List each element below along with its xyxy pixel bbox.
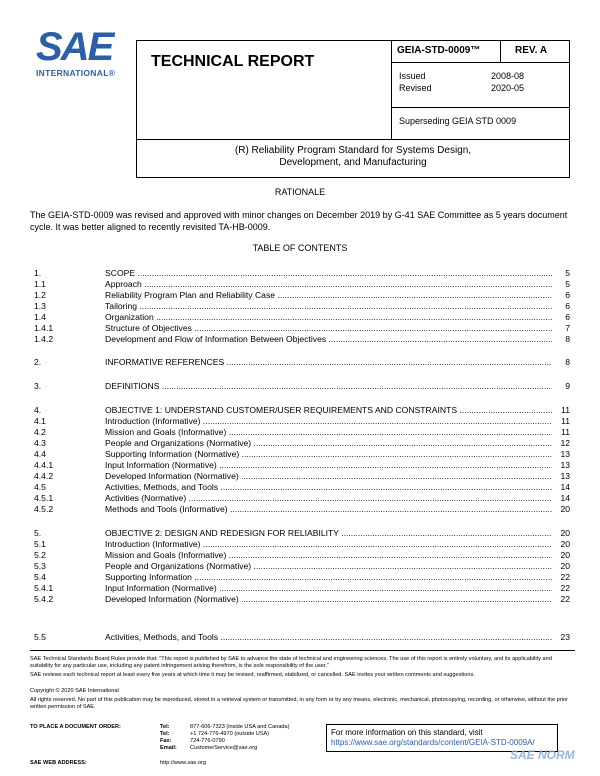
toc-page: 20 — [560, 550, 570, 560]
tel-label: Tel: — [160, 724, 170, 730]
toc-page: 20 — [560, 539, 570, 549]
web-link[interactable]: http://www.sae.org — [160, 760, 207, 766]
toc-entry[interactable] — [34, 427, 570, 438]
toc-number: 5.5 — [34, 632, 46, 642]
order-label: TO PLACE A DOCUMENT ORDER: — [30, 724, 121, 730]
toc-title: Supporting Information (Normative) ..... — [105, 449, 552, 460]
rationale-text: The GEIA-STD-0009 was revised and approved with minor changes on December 2019 by G-41 SAE Committee as 5 years document cycle. It was better aligned to recently revisited TA-HB-0009. — [30, 210, 568, 232]
toc-page: 5 — [565, 279, 570, 289]
toc-number: 4.1 — [34, 416, 46, 426]
toc-title: Methods and Tools (Informative) ..... — [105, 504, 552, 515]
toc-page: 23 — [560, 632, 570, 642]
toc-page: 12 — [560, 438, 570, 448]
issue-dates — [391, 63, 569, 108]
toc-title: Development and Flow of Information Between Objectives ..... — [105, 334, 552, 345]
rationale-heading: RATIONALE — [274, 187, 326, 197]
toc-entry[interactable] — [34, 572, 570, 583]
revision: REV. A — [501, 41, 569, 63]
footer-copyright: Copyright © 2020 SAE International — [30, 688, 119, 694]
toc-title: OBJECTIVE 2: DESIGN AND REDESIGN FOR RELIABILITY ..... — [105, 528, 552, 539]
toc-entry[interactable] — [34, 357, 570, 368]
header-table — [136, 40, 570, 140]
toc-number: 4.5.2 — [34, 504, 54, 514]
toc-entry[interactable] — [34, 334, 570, 345]
toc-number: 4.5.1 — [34, 493, 54, 503]
toc-number: 5.4.1 — [34, 583, 54, 593]
tel-value: 877-606-7323 (inside USA and Canada) — [190, 724, 290, 730]
toc-page: 5 — [565, 268, 570, 278]
toc-number: 4.5 — [34, 482, 46, 492]
toc-title: Activities, Methods, and Tools ..... — [105, 632, 552, 643]
toc-entry[interactable] — [34, 583, 570, 594]
toc-number: 5.2 — [34, 550, 46, 560]
report-type: TECHNICAL REPORT — [151, 53, 315, 70]
toc-page: 8 — [565, 334, 570, 344]
toc-number: 5.3 — [34, 561, 46, 571]
toc-entry[interactable] — [34, 632, 570, 643]
toc-page: 11 — [561, 427, 570, 437]
toc-title: SCOPE ..... — [105, 268, 552, 279]
toc-page: 7 — [565, 323, 570, 333]
toc-page: 13 — [560, 449, 570, 459]
toc-title: INFORMATIVE REFERENCES ..... — [105, 357, 552, 368]
toc-entry[interactable] — [34, 482, 570, 493]
toc-number: 5. — [34, 528, 42, 538]
order-contacts — [30, 724, 330, 760]
issued-label: Issued — [399, 71, 426, 81]
toc-page: 22 — [560, 594, 570, 604]
toc-title: Introduction (Informative) ..... — [105, 416, 552, 427]
toc-number: 4.2 — [34, 427, 46, 437]
document-title-line1: (R) Reliability Program Standard for Systems Design, — [234, 145, 472, 156]
revised-label: Revised — [399, 83, 432, 93]
toc-number: 1.4 — [34, 312, 46, 322]
toc-number: 1.4.2 — [34, 334, 54, 344]
toc-title: Mission and Goals (Informative) ..... — [105, 550, 552, 561]
toc-entry[interactable] — [34, 323, 570, 334]
toc-title: Activities, Methods, and Tools ..... — [105, 482, 552, 493]
toc-number: 2. — [34, 357, 42, 367]
toc-title: People and Organizations (Normative) ..... — [105, 438, 552, 449]
toc-title: Tailoring ..... — [105, 301, 552, 312]
toc-page: 14 — [560, 493, 570, 503]
toc-title: Reliability Program Plan and Reliability Case ..... — [105, 290, 552, 301]
document-title-line2: Development, and Manufacturing — [279, 157, 427, 168]
toc-number: 4.3 — [34, 438, 46, 448]
email-label: Email: — [160, 745, 177, 751]
fax-value: 724-776-0790 — [190, 738, 225, 744]
toc-title: Organization ..... — [105, 312, 552, 323]
footer-rights: All rights reserved. No part of this publication may be reproduced, stored in a retrieval system or transmitted, in any form or by any means, electronic, mechanical, photocopying, recording, or otherwise, without the prior written permission of SAE. — [30, 697, 568, 710]
toc-page: 13 — [560, 460, 570, 470]
toc-page: 8 — [565, 357, 570, 367]
tel2-label: Tel: — [160, 731, 170, 737]
toc-number: 5.4 — [34, 572, 46, 582]
toc-title: Activities (Normative) ..... — [105, 493, 552, 504]
toc-number: 1.2 — [34, 290, 46, 300]
toc-title: Approach ..... — [105, 279, 552, 290]
logo-subtext: INTERNATIONAL® — [36, 68, 116, 78]
toc-entry[interactable] — [34, 438, 570, 449]
toc-title: Structure of Objectives ..... — [105, 323, 552, 334]
toc-entry[interactable] — [34, 528, 570, 539]
toc-title: Input Information (Normative) ..... — [105, 460, 552, 471]
fax-label: Fax: — [160, 738, 172, 744]
toc-title: DEFINITIONS ..... — [105, 381, 552, 392]
watermark: SAE NORM — [510, 748, 575, 762]
toc-title: Developed Information (Normative) ..... — [105, 471, 552, 482]
email-value[interactable]: CustomerService@sae.org — [190, 745, 258, 751]
toc-title: Mission and Goals (Informative) ..... — [105, 427, 552, 438]
toc-entry[interactable] — [34, 504, 570, 515]
toc-entry[interactable] — [34, 550, 570, 561]
superseding: Superseding GEIA STD 0009 — [399, 116, 517, 126]
toc-entry[interactable] — [34, 493, 570, 504]
toc-entry[interactable] — [34, 268, 570, 279]
document-title — [136, 140, 570, 178]
toc-number: 4. — [34, 405, 42, 415]
toc-title: Supporting Information ..... — [105, 572, 552, 583]
toc-entry[interactable] — [34, 290, 570, 301]
toc-entry[interactable] — [34, 460, 570, 471]
toc-entry[interactable] — [34, 381, 570, 392]
toc-page: 6 — [565, 312, 570, 322]
toc-title: Introduction (Informative) ..... — [105, 539, 552, 550]
toc-number: 1.3 — [34, 301, 46, 311]
toc-page: 6 — [565, 290, 570, 300]
toc-entry[interactable] — [34, 594, 570, 605]
toc-number: 4.4 — [34, 449, 46, 459]
toc-number: 1.1 — [34, 279, 46, 289]
report-type-cell — [137, 41, 392, 139]
toc-entry[interactable] — [34, 561, 570, 572]
footer-review: SAE reviews each technical report at least every five years at which time it may be revised, reaffirmed, stabilized, or cancelled. SAE invites your written comments and suggestions. — [30, 672, 475, 678]
toc-title: Developed Information (Normative) ..... — [105, 594, 552, 605]
toc-number: 4.4.1 — [34, 460, 54, 470]
toc-number: 3. — [34, 381, 42, 391]
toc-page: 22 — [560, 583, 570, 593]
toc-page: 13 — [560, 471, 570, 481]
toc-entry[interactable] — [34, 301, 570, 312]
web-label: SAE WEB ADDRESS: — [30, 760, 87, 766]
toc-entry[interactable] — [34, 539, 570, 550]
toc-entry[interactable] — [34, 405, 570, 416]
toc-entry[interactable] — [34, 416, 570, 427]
sae-logo — [36, 25, 128, 88]
footer-divider — [30, 650, 575, 651]
toc-heading: TABLE OF CONTENTS — [252, 243, 348, 253]
revised-value: 2020-05 — [491, 83, 525, 93]
toc-page: 20 — [560, 561, 570, 571]
toc-page: 20 — [560, 528, 570, 538]
standard-number: GEIA-STD-0009™ — [391, 41, 501, 63]
footer-rules: SAE Technical Standards Board Rules provide that: "This report is published by SAE to advance the state of technical and engineering sciences. The use of this report is entirely voluntary, and its applicability and suitability for any particular use, including any patent infringement arising therefrom, is the sole responsibility of the user." — [30, 656, 552, 669]
toc-number: 5.4.2 — [34, 594, 54, 604]
toc-title: OBJECTIVE 1: UNDERSTAND CUSTOMER/USER REQUIREMENTS AND CONSTRAINTS ..... — [105, 405, 552, 416]
info-link[interactable]: https://www.sae.org/standards/content/GEIA-STD-0009A/ — [331, 738, 535, 747]
toc-page: 9 — [565, 381, 570, 391]
issued-value: 2008-08 — [491, 71, 525, 81]
toc-page: 11 — [561, 405, 570, 415]
toc-title: Input Information (Normative) ..... — [105, 583, 552, 594]
toc-page: 22 — [560, 572, 570, 582]
toc-page: 11 — [561, 416, 570, 426]
toc-number: 1.4.1 — [34, 323, 54, 333]
toc-title: People and Organizations (Normative) ..... — [105, 561, 552, 572]
tel2-value: +1 724-776-4970 (outside USA) — [190, 731, 270, 737]
toc-number: 4.4.2 — [34, 471, 54, 481]
logo-mark: SAE — [36, 25, 113, 69]
toc-page: 6 — [565, 301, 570, 311]
toc-entry[interactable] — [34, 449, 570, 460]
info-text: For more information on this standard, visit — [331, 728, 483, 737]
toc-entry[interactable] — [34, 279, 570, 290]
toc-entry[interactable] — [34, 312, 570, 323]
toc-number: 1. — [34, 268, 42, 278]
toc-page: 14 — [560, 482, 570, 492]
toc-page: 20 — [560, 504, 570, 514]
toc-entry[interactable] — [34, 471, 570, 482]
toc-number: 5.1 — [34, 539, 46, 549]
